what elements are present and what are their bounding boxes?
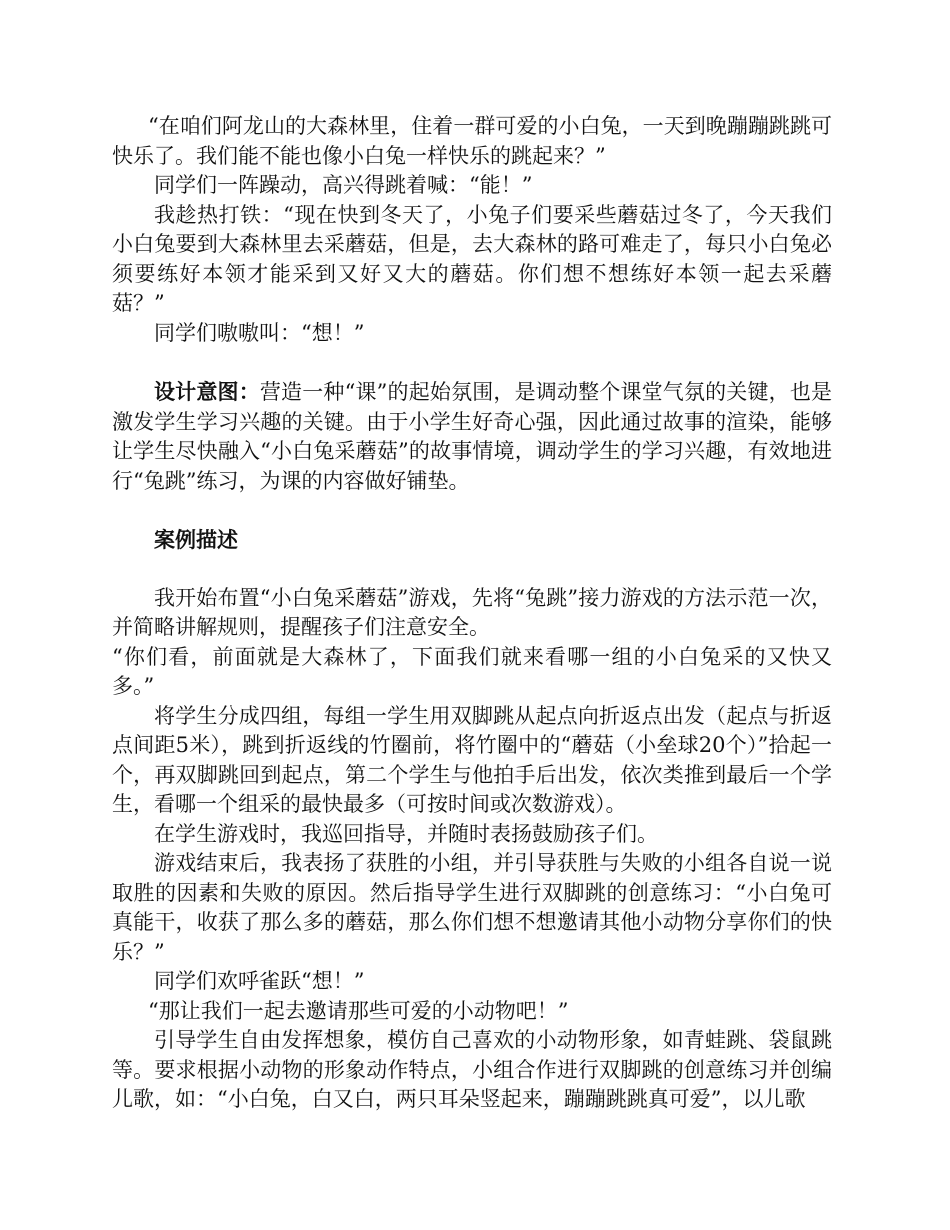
spacer [112,555,832,584]
intro-paragraph-answer: 同学们嗷嗷叫：“想！” [154,320,365,345]
case-paragraph-setup: 我开始布置“小白兔采蘑菇”游戏，先将“兔跳”接力游戏的方法示范一次，并简略讲解规则，提醒孩子们注意安全。 [112,585,832,639]
case-paragraph-cheer: 同学们欢呼雀跃“想！” [154,969,365,993]
case-paragraph-result: 游戏结束后，我表扬了获胜的小组，并引导获胜与失败的小组各自说一说取胜的因素和失败的原因。然后指导学生进行双脚跳的创意练习：“小白兔可真能干，收获了那么多的蘑菇，那么你们想不想邀请其他小动物分享你们的快乐？” [112,851,832,964]
design-intent-label: 设计意图： [154,379,260,404]
case-paragraph-rules: 将学生分成四组，每组一学生用双脚跳从起点向折返点出发（起点与折返点间距5米），跳到折返线的竹圈前，将竹圈中的“蘑菇（小垒球20个）”拾起一个，再双脚跳回到起点，第二个学生与他拍手后出发，依次类推到最后一个学生，看哪一个组采的最快最多（可按时间或次数游戏）。 [112,703,832,816]
section-heading: 案例描述 [154,527,238,552]
case-paragraph-guidance: 在学生游戏时，我巡回指导，并随时表扬鼓励孩子们。 [154,821,658,846]
spacer [112,496,832,525]
intro-paragraph-story: “在咱们阿龙山的大森林里，住着一群可爱的小白兔，一天到晚蹦蹦跳跳可快乐了。我们能不能也像小白兔一样快乐的跳起来？” [112,114,832,168]
design-intent-paragraph [112,377,832,496]
design-intent-text: 营造一种“课”的起始氛围，是调动整个课堂气氛的关键，也是激发学生学习兴趣的关键。由于小学生好奇心强，因此通过故事的渲染，能够让学生尽快融入“小白兔采蘑菇”的故事情境，调动学生的学习兴趣，有效地进行“兔跳”练习，为课的内容做好铺垫。 [112,380,832,493]
intro-paragraph-mushrooms: 我趁热打铁：“现在快到冬天了，小兔子们要采些蘑菇过冬了，今天我们小白兔要到大森林里去采蘑菇，但是，去大森林的路可难走了，每只小白兔必须要练好本领才能采到又好又大的蘑菇。你们想不想练好本领一起去采蘑菇？” [112,202,832,315]
document-body [112,112,832,1115]
spacer [112,348,832,377]
case-paragraph-invite: “那让我们一起去邀请那些可爱的小动物吧！” [148,998,569,1023]
intro-paragraph-reply: 同学们一阵躁动，高兴得跳着喊：“能！” [154,173,533,197]
case-paragraph-imagination: 引导学生自由发挥想象，模仿自己喜欢的小动物形象，如青蛙跳、袋鼠跳等。要求根据小动物的形象动作特点，小组合作进行双脚跳的创意练习并创编儿歌，如：“小白兔，白又白，两只耳朵竖起来，蹦蹦跳跳真可爱”，以儿歌 [112,1028,832,1111]
case-paragraph-forest: “你们看，前面就是大森林了，下面我们就来看哪一组的小白兔采的又快又多。” [112,644,832,698]
